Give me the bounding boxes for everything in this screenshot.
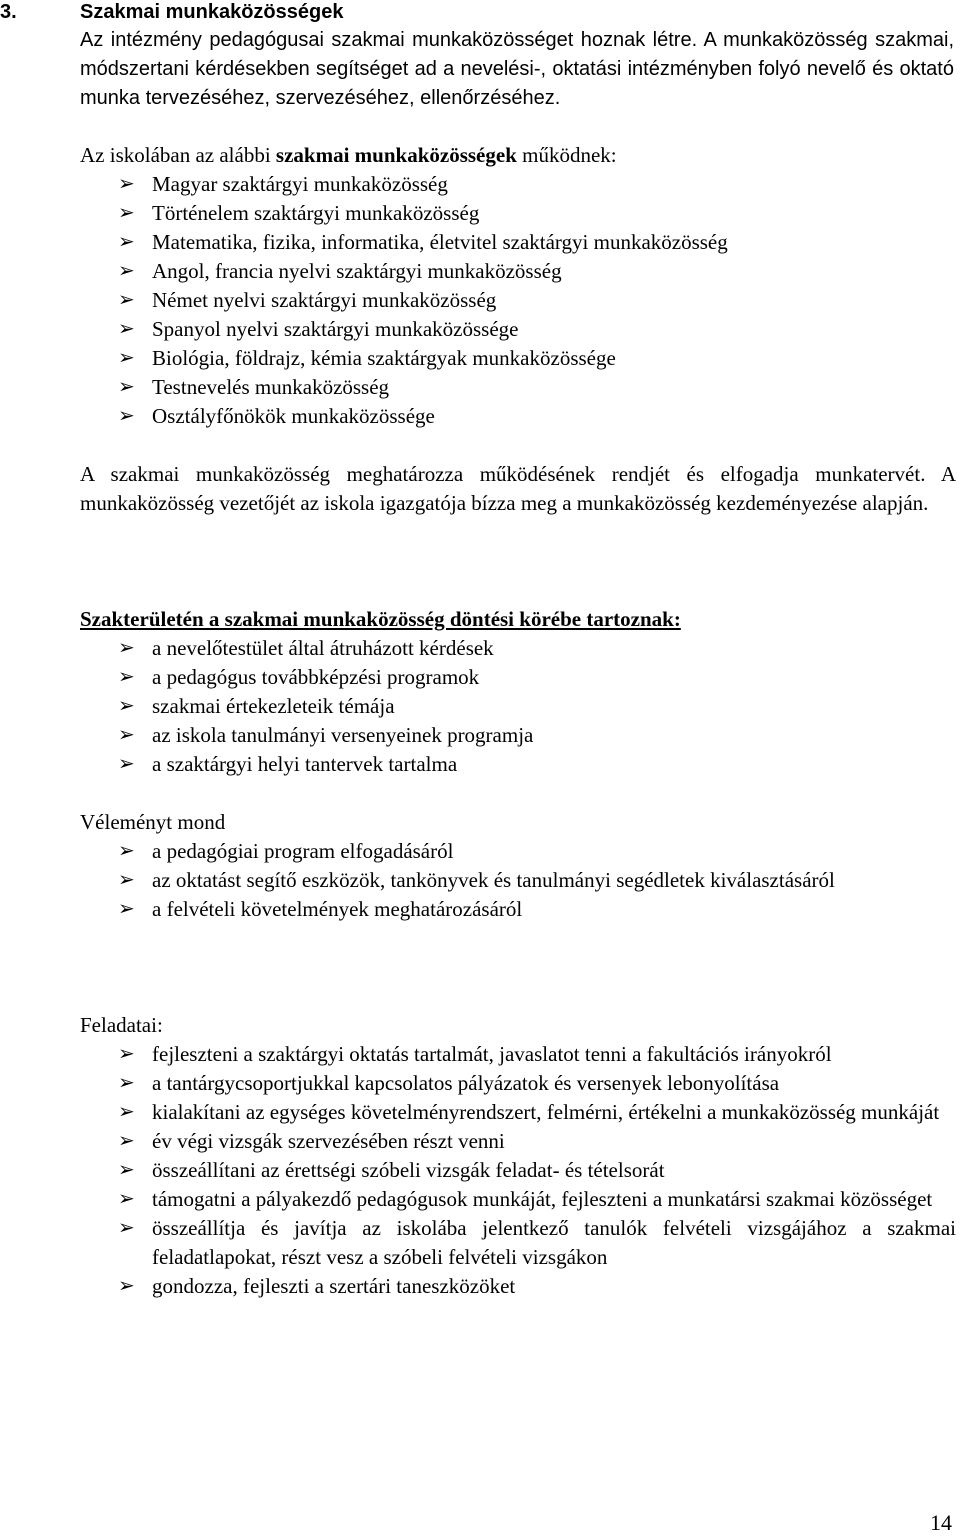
list-item: ➢ év végi vizsgák szervezésében részt venni [80,1127,956,1156]
arrow-bullet-icon: ➢ [118,202,135,224]
communities-lead-bold: szakmai munkaközösségek [275,143,517,167]
arrow-bullet-icon: ➢ [118,695,135,717]
list-item: ➢ összeállítani az érettségi szóbeli vizsgák feladat- és tételsorát [80,1156,956,1185]
section-heading [0,0,960,24]
list-item: ➢ támogatni a pályakezdő pedagógusok munkáját, fejleszteni a munkatársi szakmai közösséget [80,1185,956,1214]
communities-lead-before: Az iskolában az alábbi [80,143,276,167]
list-item: ➢ Német nyelvi szaktárgyi munkaközösség [80,286,956,315]
arrow-bullet-icon: ➢ [118,753,135,775]
tasks-list [80,1040,956,1301]
communities-section [80,141,956,431]
decisions-heading: Szakterületén a szakmai munkaközösség döntési körébe tartoznak: [80,607,681,631]
decisions-list [80,634,956,779]
page-number: 14 [930,1510,952,1535]
list-item: ➢ szakmai értekezleteik témája [80,692,956,721]
arrow-bullet-icon: ➢ [118,347,135,369]
arrow-bullet-icon: ➢ [118,231,135,253]
list-item: ➢ fejleszteni a szaktárgyi oktatás tartalmát, javaslatot tenni a fakultációs irányokról [80,1040,956,1069]
list-item: ➢ Angol, francia nyelvi szaktárgyi munkaközösség [80,257,956,286]
list-item: ➢ az oktatást segítő eszközök, tankönyvek és tanulmányi segédletek kiválasztásáról [80,866,956,895]
list-item: ➢ összeállítja és javítja az iskolába jelentkező tanulók felvételi vizsgájához a szakmai feladatlapokat, részt vesz a szóbeli felvételi vizsgákon [118,1216,956,1269]
arrow-bullet-icon: ➢ [118,1275,135,1297]
arrow-bullet-icon: ➢ [118,376,135,398]
tasks-section [80,1011,956,1301]
opinion-heading: Véleményt mond [80,810,226,834]
list-item: ➢ a nevelőtestület által átruházott kérdések [80,634,956,663]
arrow-bullet-icon: ➢ [118,1101,135,1123]
list-item: ➢ Matematika, fizika, informatika, életvitel szaktárgyi munkaközösség [80,228,956,257]
arrow-bullet-icon: ➢ [118,1188,135,1210]
section-number: 3. [0,1,17,23]
arrow-bullet-icon: ➢ [118,1072,135,1094]
tasks-heading: Feladatai: [80,1013,163,1037]
arrow-bullet-icon: ➢ [118,1159,135,1181]
arrow-bullet-icon: ➢ [118,869,135,891]
list-item: ➢ kialakítani az egységes követelményrendszert, felmérni, értékelni a munkaközösség munkáját [80,1098,956,1127]
arrow-bullet-icon: ➢ [118,1217,135,1239]
list-item: ➢ a tantárgycsoportjukkal kapcsolatos pályázatok és versenyek lebonyolítása [80,1069,956,1098]
list-item: ➢ a felvételi követelmények meghatározásáról [80,895,956,924]
arrow-bullet-icon: ➢ [118,1043,135,1065]
intro-paragraph: Az intézmény pedagógusai szakmai munkaközösséget hoznak létre. A munkaközösség szakmai, módszertani kérdésekben segítséget ad a nevelési-, oktatási intézményben folyó nevelő és oktató munka tervezéséhez, szervezéséhez, ellenőrzéséhez. [80,29,954,109]
arrow-bullet-icon: ➢ [118,260,135,282]
list-item: ➢ Történelem szaktárgyi munkaközösség [80,199,956,228]
arrow-bullet-icon: ➢ [118,724,135,746]
communities-closing: A szakmai munkaközösség meghatározza működésének rendjét és elfogadja munkatervét. A munkaközösség vezetőjét az iskola igazgatója bízza meg a munkaközösség kezdeményezése alapján. [80,462,956,515]
list-item: ➢ a pedagógus továbbképzési programok [80,663,956,692]
list-item: ➢ a szaktárgyi helyi tantervek tartalma [80,750,956,779]
arrow-bullet-icon: ➢ [118,898,135,920]
arrow-bullet-icon: ➢ [118,318,135,340]
arrow-bullet-icon: ➢ [118,840,135,862]
list-item: ➢ Spanyol nyelvi szaktárgyi munkaközössége [80,315,956,344]
communities-list [80,170,956,431]
arrow-bullet-icon: ➢ [118,637,135,659]
arrow-bullet-icon: ➢ [118,1130,135,1152]
arrow-bullet-icon: ➢ [118,289,135,311]
arrow-bullet-icon: ➢ [118,666,135,688]
list-item: ➢ Biológia, földrajz, kémia szaktárgyak munkaközössége [80,344,956,373]
list-item: ➢ Testnevelés munkaközösség [80,373,956,402]
list-item: ➢ gondozza, fejleszti a szertári taneszközöket [80,1272,956,1301]
decisions-section [80,605,956,779]
opinion-list [80,837,956,924]
section-title: Szakmai munkaközösségek [80,1,344,23]
arrow-bullet-icon: ➢ [118,405,135,427]
communities-lead [80,141,956,170]
list-item: ➢ Magyar szaktárgyi munkaközösség [80,170,956,199]
list-item: ➢ az iskola tanulmányi versenyeinek programja [80,721,956,750]
communities-lead-after: működnek: [516,143,617,167]
opinion-section [80,808,956,924]
list-item: ➢ Osztályfőnökök munkaközössége [80,402,956,431]
list-item: ➢ a pedagógiai program elfogadásáról [80,837,956,866]
arrow-bullet-icon: ➢ [118,173,135,195]
